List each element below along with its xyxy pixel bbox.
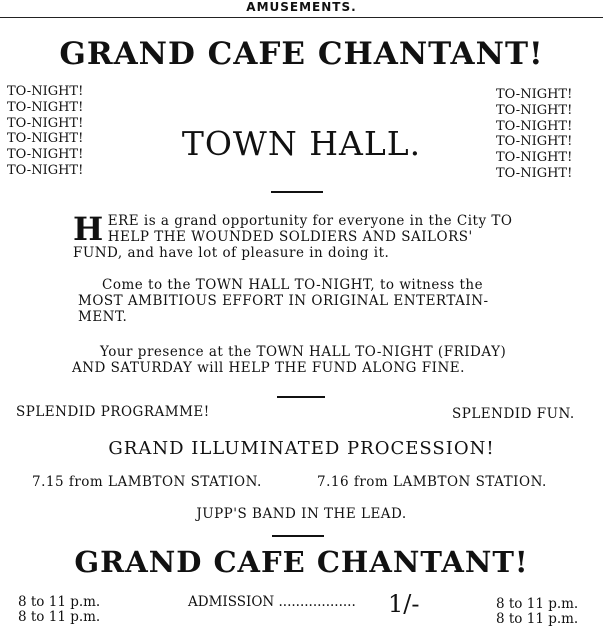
band-line: JUPP'S BAND IN THE LEAD. [196,506,407,522]
tonight-item: TO-NIGHT! [496,134,573,150]
tonight-item: TO-NIGHT! [7,131,84,147]
hours-right: 8 to 11 p.m. [496,611,579,627]
tonight-item: TO-NIGHT! [496,150,573,166]
page-title: GRAND CAFE CHANTANT! [59,36,544,72]
hours-right: 8 to 11 p.m. [496,596,579,612]
programme-left: SPLENDID PROGRAMME! [16,404,210,420]
section-heading: AMUSEMENTS. [246,0,357,14]
divider [277,396,325,398]
tonight-item: TO-NIGHT! [7,147,84,163]
tonight-item: TO-NIGHT! [7,162,84,178]
tonight-item: TO-NIGHT! [7,84,84,99]
paragraph-invite: Come to the TOWN HALL TO-NIGHT, to witness the MOST AMBITIOUS EFFORT IN ORIGINAL ENTERTAIN-MENT. [78,277,489,325]
paragraph-intro-text: ERE is a grand opportunity for everyone in the City TO HELP THE WOUNDED SOLDIERS AND SAILORS' FUND, and have lot of pleasure in doing it. [73,213,513,261]
tonight-item: TO-NIGHT! [496,102,573,118]
tonight-item: TO-NIGHT! [7,115,84,131]
hours-left: 8 to 11 p.m. [18,609,101,625]
title-repeat: GRAND CAFE CHANTANT! [74,545,529,579]
tonight-item: TO-NIGHT! [496,165,573,181]
admission-price: 1/- [388,590,420,618]
programme-right: SPLENDID FUN. [452,406,575,422]
paragraph-presence: Your presence at the TOWN HALL TO-NIGHT (FRIDAY) AND SATURDAY will HELP THE FUND ALONG FINE. [72,344,507,376]
procession-heading: GRAND ILLUMINATED PROCESSION! [108,438,495,459]
tonight-item: TO-NIGHT! [496,87,573,102]
admission-label: ADMISSION .................. [188,594,356,610]
tonight-item: TO-NIGHT! [7,99,84,115]
divider [272,535,324,537]
hours-left: 8 to 11 p.m. [18,594,101,610]
venue-heading: TOWN HALL. [181,124,422,163]
tonight-item: TO-NIGHT! [496,118,573,134]
drop-cap: H [73,210,104,248]
paragraph-intro [73,210,523,261]
station-right: 7.16 from LAMBTON STATION. [317,474,547,490]
section-rule [0,17,603,18]
station-left: 7.15 from LAMBTON STATION. [32,474,262,490]
divider [271,191,323,193]
